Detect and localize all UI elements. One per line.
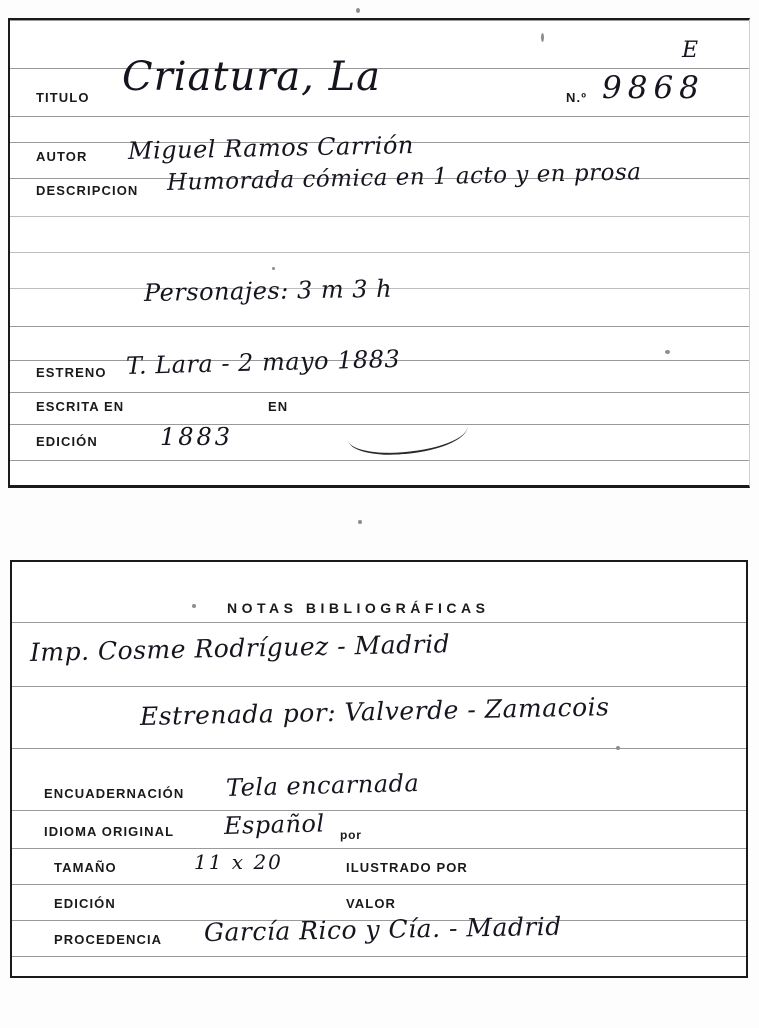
ink-speck: [272, 267, 275, 270]
top-card: [8, 18, 750, 488]
label-titulo: TITULO: [36, 90, 90, 105]
value-procedencia: García Rico y Cía. - Madrid: [203, 911, 563, 947]
value-numero-superscript: E: [682, 38, 699, 63]
label-ilustrado-por: ILUSTRADO POR: [346, 860, 468, 875]
value-idioma-original: Español: [223, 809, 325, 840]
label-idioma-original: IDIOMA ORIGINAL: [44, 824, 175, 839]
label-edicion-top: EDICIÓN: [36, 434, 98, 449]
label-numero: N.º: [566, 90, 588, 105]
label-estreno: ESTRENO: [36, 365, 107, 380]
ink-speck: [665, 350, 670, 354]
ink-speck: [356, 8, 360, 13]
value-personajes: Personajes: 3 m 3 h: [143, 274, 393, 307]
ink-speck: [358, 520, 362, 524]
pen-flourish: [347, 409, 469, 457]
label-escrita-en: ESCRITA EN: [36, 399, 125, 414]
ink-speck: [616, 746, 620, 750]
label-edicion-bottom: EDICIÓN: [54, 896, 116, 911]
label-en: EN: [268, 399, 289, 414]
label-tamano: TAMAÑO: [54, 860, 117, 875]
label-por: por: [340, 828, 362, 842]
value-descripcion: Humorada cómica en 1 acto y en prosa: [166, 159, 642, 196]
ink-speck: [541, 33, 544, 42]
ink-speck: [192, 604, 196, 608]
value-nota-linea1: Imp. Cosme Rodríguez - Madrid: [29, 629, 451, 667]
value-estreno: T. Lara - 2 mayo 1883: [125, 344, 401, 380]
value-encuadernacion: Tela encarnada: [225, 768, 420, 802]
value-numero: 9868: [602, 70, 705, 106]
value-edicion-top: 1883: [160, 423, 234, 451]
value-tamano: 11 x 20: [194, 850, 283, 874]
bottom-card: [10, 560, 748, 978]
label-encuadernacion: ENCUADERNACIÓN: [44, 786, 185, 801]
label-autor: AUTOR: [36, 149, 88, 164]
label-procedencia: PROCEDENCIA: [54, 932, 163, 947]
label-descripcion: DESCRIPCION: [36, 183, 139, 198]
value-autor: Miguel Ramos Carrión: [127, 131, 415, 165]
value-titulo: Criatura, La: [122, 54, 382, 100]
bottom-card-heading: NOTAS BIBLIOGRÁFICAS: [227, 600, 490, 616]
value-nota-linea2: Estrenada por: Valverde - Zamacois: [139, 692, 610, 731]
label-valor: VALOR: [346, 896, 397, 911]
